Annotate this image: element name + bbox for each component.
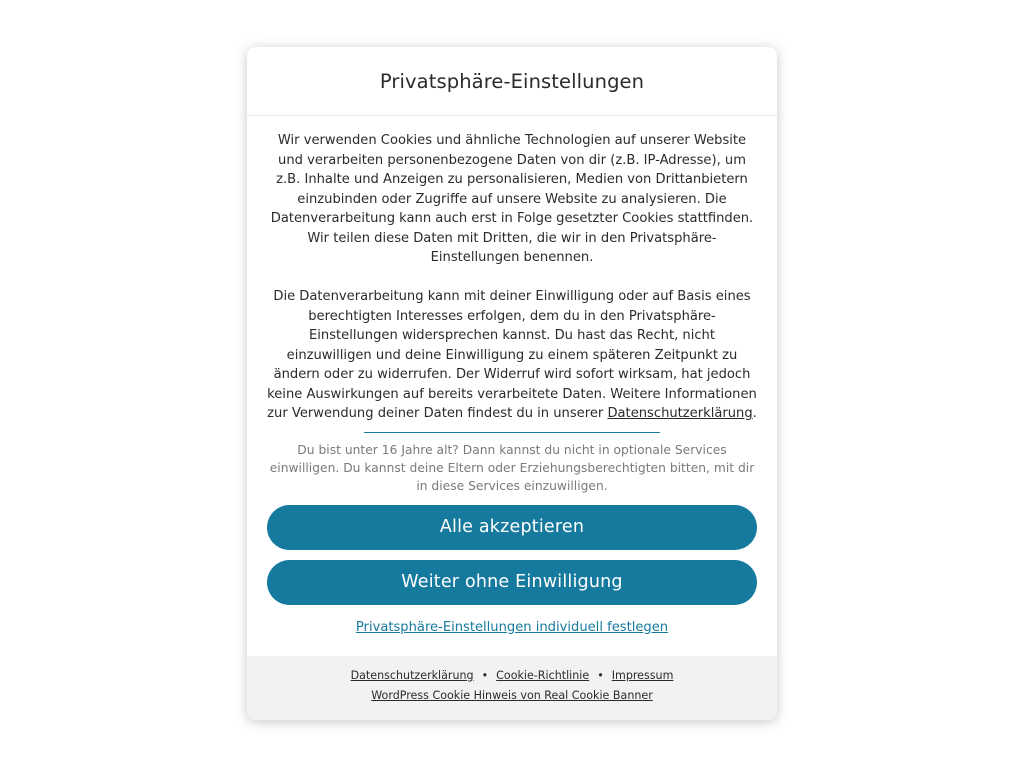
dialog-footer bbox=[247, 656, 777, 720]
dialog-title: Privatsphäre-Einstellungen bbox=[379, 69, 645, 93]
footer-powered-by bbox=[247, 689, 777, 703]
consent-paragraph-1: Wir verwenden Cookies und ähnliche Technologien auf unserer Website und verarbeiten personenbezogene Daten von dir (z.B. IP-Adresse), um z.B. Inhalte und Anzeigen zu personalisieren, Medien von Drittanbietern einzubinden oder Zugriffe auf unsere Website zu analysieren. Die Datenverarbeitung kann auch erst in Folge gesetzter Cookies stattfinden. Wir teilen diese Daten mit Dritten, die wir in den Privatsphäre-Einstellungen benennen. bbox=[270, 133, 754, 265]
consent-paragraph-2-end: . bbox=[752, 406, 757, 421]
footer-separator: • bbox=[597, 669, 604, 682]
dialog-header bbox=[247, 47, 777, 116]
powered-by-link[interactable]: WordPress Cookie Hinweis von Real Cookie Banner bbox=[371, 689, 653, 702]
privacy-dialog bbox=[247, 47, 777, 720]
continue-without-consent-button[interactable]: Weiter ohne Einwilligung bbox=[267, 560, 757, 605]
age-notice: Du bist unter 16 Jahre alt? Dann kannst du nicht in optionale Services einwilligen. Du kannst deine Eltern oder Erziehungsberechtigten bitten, mit dir in diese Services einzuwilligen. bbox=[269, 442, 755, 493]
footer-separator: • bbox=[481, 669, 489, 682]
privacy-policy-inline-link[interactable]: Datenschutzerklärung bbox=[607, 406, 753, 421]
consent-paragraph-2-text: Die Datenverarbeitung kann mit deiner Einwilligung oder auf Basis eines berechtigten Interesses erfolgen, dem du in den Privatsphäre-Einstellungen widersprechen kannst. Du hast das Recht, nicht einzuwilligen und deine Einwilligung zu einem späteren Zeitpunkt zu ändern oder zu widerrufen. Der Widerruf wird sofort wirksam, hat jedoch keine Auswirkungen auf bereits verarbeitete Daten. Weitere Informationen zur Verwendung deiner Daten findest du in unserer bbox=[267, 289, 757, 421]
footer-imprint-link[interactable]: Impressum bbox=[611, 669, 674, 682]
footer-privacy-link[interactable]: Datenschutzerklärung bbox=[350, 669, 474, 682]
customize-settings-link[interactable]: Privatsphäre-Einstellungen individuell festlegen bbox=[355, 619, 669, 635]
accept-all-button[interactable]: Alle akzeptieren bbox=[267, 505, 757, 550]
consent-paragraph-2 bbox=[267, 287, 757, 424]
footer-cookie-policy-link[interactable]: Cookie-Richtlinie bbox=[496, 669, 590, 682]
footer-links bbox=[247, 669, 777, 683]
dialog-body bbox=[247, 116, 777, 635]
divider-line bbox=[364, 432, 660, 433]
